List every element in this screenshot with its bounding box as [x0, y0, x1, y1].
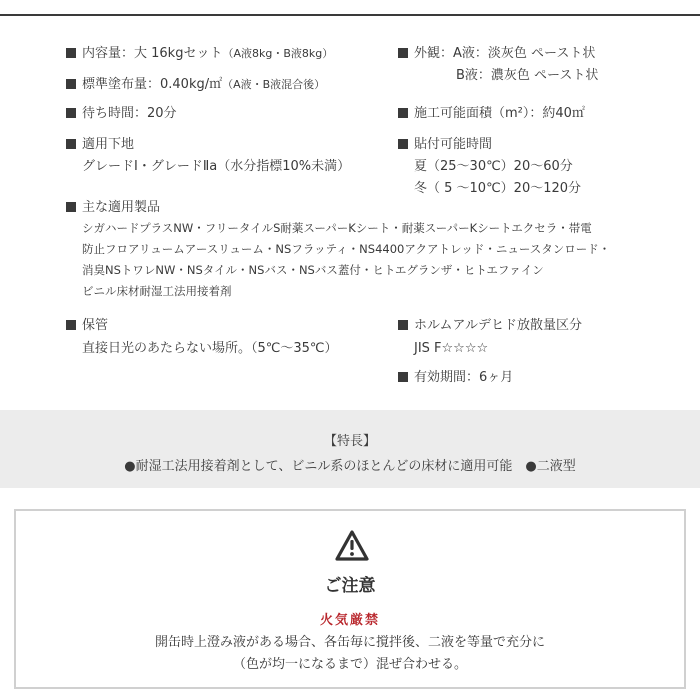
spec-open-time-summer: 夏（25〜30℃）20〜60分: [414, 159, 573, 174]
product-line: ビニル床材耐湿工法用接着剤: [82, 284, 232, 298]
spec-coverage: [66, 75, 325, 95]
spec-area-label: 施工可能面積（m²）：約40㎡: [414, 106, 585, 121]
spec-formaldehyde-value: JIS F☆☆☆☆: [414, 341, 489, 356]
spec-substrate-value: グレードⅠ・グレードⅡa（水分指標10%未満）: [82, 159, 351, 174]
bullet-square-icon: [398, 320, 408, 330]
spec-products: [66, 198, 610, 302]
spec-storage-value: 直接日光のあたらない場所。（5℃〜35℃）: [82, 341, 338, 356]
top-rule: [0, 14, 700, 16]
notice-title: ご注意: [324, 576, 376, 596]
spec-coverage-note: （A液・B液混合後）: [222, 78, 326, 91]
spec-area: [398, 104, 585, 124]
spec-shelf-life: [398, 368, 513, 388]
spec-storage: [66, 316, 338, 359]
bullet-square-icon: [66, 139, 76, 149]
spec-capacity: [66, 44, 333, 64]
spec-coverage-label: 標準塗布量：0.40kg/㎡: [82, 77, 223, 92]
fire-warning: 火気厳禁: [319, 613, 380, 628]
warning-triangle-icon: [334, 529, 370, 563]
bullet-square-icon: [398, 48, 408, 58]
features-band: [0, 410, 700, 488]
spec-open-time: [398, 135, 581, 199]
bullet-square-icon: [66, 48, 76, 58]
spec-appearance-value: B液：濃灰色 ペースト状: [456, 68, 599, 83]
spec-storage-label: 保管: [82, 318, 109, 333]
bullet-square-icon: [66, 320, 76, 330]
bullet-square-icon: [398, 108, 408, 118]
spec-wait-time-label: 待ち時間：20分: [82, 106, 177, 121]
notice-line-1: 開缶時上澄み液がある場合、各缶毎に撹拌後、二液を等量で充分に: [154, 635, 545, 650]
bullet-square-icon: [66, 108, 76, 118]
spec-substrate-label: 適用下地: [82, 137, 135, 152]
bullet-square-icon: [66, 79, 76, 89]
spec-capacity-label: 内容量：大 16kgセット: [82, 46, 223, 61]
product-line: 防止フロアリュームアースリューム・NSフラッティ・NS4400アクアトレッド・ニュースタンロード・: [82, 242, 611, 256]
notice-line-2: （色が均一になるまで）混ぜ合わせる。: [232, 657, 467, 672]
spec-substrate: [66, 135, 350, 177]
spec-formaldehyde: [398, 316, 582, 359]
bullet-square-icon: [66, 202, 76, 212]
spec-formaldehyde-label: ホルムアルデヒド放散量区分: [414, 318, 582, 333]
product-line: 消臭NSトワレNW・NSタイル・NSバス・NSバス蓋付・ヒトエグランザ・ヒトエファイン: [82, 263, 544, 277]
features-body: ●耐湿工法用接着剤として、ビニル系のほとんどの床材に適用可能 ●二液型: [124, 459, 576, 474]
spec-products-label: 主な適用製品: [82, 200, 161, 215]
notice-box: [14, 509, 686, 689]
spec-open-time-winter: 冬（ 5 〜10℃）20〜120分: [414, 181, 582, 196]
bullet-square-icon: [398, 372, 408, 382]
spec-wait-time: [66, 104, 177, 124]
spec-appearance-label: 外観：A液：淡灰色 ペースト状: [414, 46, 596, 61]
spec-shelf-life-label: 有効期間：6ヶ月: [414, 370, 514, 385]
spec-capacity-note: （A液8kg・B液8kg）: [222, 47, 334, 60]
features-title: 【特長】: [323, 434, 376, 449]
spec-appearance: [398, 44, 598, 86]
spec-open-time-label: 貼付可能時間: [414, 137, 493, 152]
bullet-square-icon: [398, 139, 408, 149]
product-line: シガハードプラスNW・フリータイルS耐薬スーパーKシート・耐薬スーパーKシートエクセラ・帯電: [82, 221, 592, 235]
